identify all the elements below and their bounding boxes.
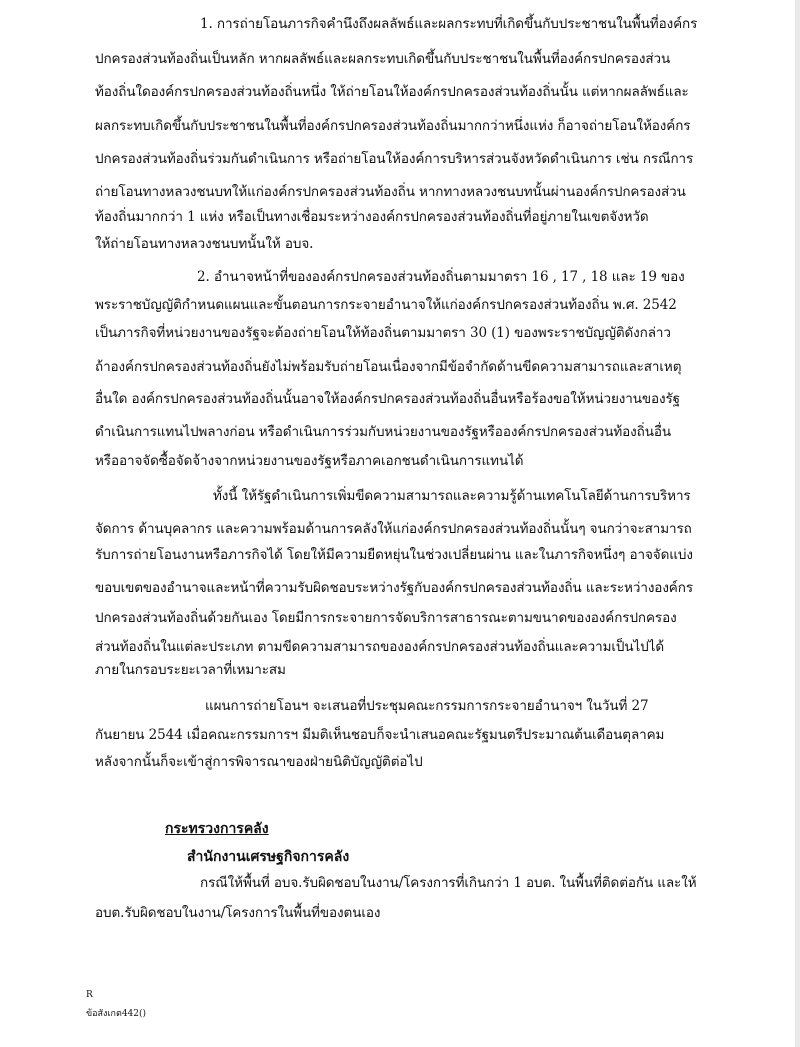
section3-line-1: ทั้งนี้ ให้รัฐดำเนินการเพิ่มขีดความสามารถและความรู้ด้านเทคโนโลยีด้านการบริหาร: [213, 488, 691, 504]
section2-line-1: 2. อำนาจหน้าที่ขององค์กรปกครองส่วนท้องถิ่นตามมาตรา 16 , 17 , 18 และ 19 ของ: [197, 269, 685, 285]
section4-line-3: หลังจากนั้นก็จะเข้าสู่การพิจารณาของฝ่ายนิติบัญญัติต่อไป: [95, 754, 423, 770]
section1-line-4: ผลกระทบเกิดขึ้นกับประชาชนในพื้นที่องค์กรปกครองส่วนท้องถิ่นมากกว่าหนึ่งแห่ง ก็อาจถ่ายโอนให้องค์กร: [95, 118, 691, 134]
footer-mark: R: [86, 990, 93, 1000]
section1-line-2: ปกครองส่วนท้องถิ่นเป็นหลัก หากผลลัพธ์และผลกระทบเกิดขึ้นกับประชาชนในพื้นที่องค์กรปกครองส่วน: [95, 51, 671, 67]
section3-line-2: จัดการ ด้านบุคลากร และความพร้อมด้านการคลังให้แก่องค์กรปกครองส่วนท้องถิ่นนั้นๆ จนกว่าจะสามารถ: [95, 521, 692, 537]
section2-line-3: เป็นภารกิจที่หน่วยงานของรัฐจะต้องถ่ายโอนให้ท้องถิ่นตามมาตรา 30 (1) ของพระราชบัญญัติดังกล่าว: [95, 325, 671, 341]
section1-line-6: ถ่ายโอนทางหลวงชนบทให้แก่องค์กรปกครองส่วนท้องถิ่น หากทางหลวงชนบทนั้นผ่านองค์กรปกครองส่วน: [95, 184, 686, 200]
footer-reference: ข้อสังเกต442(): [86, 1009, 147, 1019]
section4-line-2: กันยายน 2544 เมื่อคณะกรรมการฯ มีมติเห็นชอบก็จะนำเสนอคณะรัฐมนตรีประมาณต้นเดือนตุลาคม: [95, 727, 665, 743]
section3-line-4: ขอบเขตของอำนาจและหน้าที่ความรับผิดชอบระหว่างรัฐกับองค์กรปกครองส่วนท้องถิ่น และระหว่างองค์กร: [95, 580, 693, 596]
section3-line-5: ปกครองส่วนท้องถิ่นด้วยกันเอง โดยมีการกระจายการจัดบริการสาธารณะตามขนาดขององค์กรปกครอง: [95, 610, 677, 626]
office-title: สำนักงานเศรษฐกิจการคลัง: [187, 849, 350, 865]
section3-line-7: ภายในกรอบระยะเวลาที่เหมาะสม: [95, 662, 286, 678]
section3-line-3: รับการถ่ายโอนงานหรือภารกิจได้ โดยให้มีความยืดหยุ่นในช่วงเปลี่ยนผ่าน และในภารกิจหนึ่งๆ อาจจัดแบ่ง: [95, 547, 693, 563]
scan-edge: [795, 0, 800, 1047]
section2-line-4: ถ้าองค์กรปกครองส่วนท้องถิ่นยังไม่พร้อมรับถ่ายโอนเนื่องจากมีข้อจำกัดด้านขีดความสามารถและสาเหตุ: [95, 359, 682, 375]
section4-line-1: แผนการถ่ายโอนฯ จะเสนอที่ประชุมคณะกรรมการกระจายอำนาจฯ ในวันที่ 27: [205, 698, 649, 714]
section1-line-8: ให้ถ่ายโอนทางหลวงชนบทนั้นให้ อบจ.: [95, 236, 314, 252]
section3-line-6: ส่วนท้องถิ่นในแต่ละประเภท ตามขีดความสามารถขององค์กรปกครองส่วนท้องถิ่นและความเป็นไปได้: [95, 639, 664, 655]
section2-line-7: หรืออาจจัดซื้อจัดจ้างจากหน่วยงานของรัฐหรือภาคเอกชนดำเนินการแทนได้: [95, 453, 524, 469]
section2-line-5: อื่นใด องค์กรปกครองส่วนท้องถิ่นนั้นอาจให้องค์กรปกครองส่วนท้องถิ่นอื่นหรือร้องขอให้หน่วยงานของรัฐ: [95, 391, 681, 407]
section2-line-2: พระราชบัญญัติกำหนดแผนและขั้นตอนการกระจายอำนาจให้แก่องค์กรปกครองส่วนท้องถิ่น พ.ศ. 2542: [95, 297, 677, 313]
section1-line-5: ปกครองส่วนท้องถิ่นร่วมกันดำเนินการ หรือถ่ายโอนให้องค์การบริหารส่วนจังหวัดดำเนินการ เช่น กรณีการ: [95, 151, 694, 167]
section2-line-6: ดำเนินการแทนไปพลางก่อน หรือดำเนินการร่วมกับหน่วยงานของรัฐหรือองค์กรปกครองส่วนท้องถิ่นอื่น: [95, 424, 671, 440]
section1-line-1: 1. การถ่ายโอนภารกิจคำนึงถึงผลลัพธ์และผลกระทบที่เกิดขึ้นกับประชาชนในพื้นที่องค์กร: [200, 16, 698, 32]
ministry-line-1: กรณีให้พื้นที่ อบจ.รับผิดชอบในงาน/โครงการที่เกินกว่า 1 อบต. ในพื้นที่ติดต่อกัน และให้: [200, 875, 697, 891]
ministry-line-2: อบต.รับผิดชอบในงาน/โครงการในพื้นที่ของตนเอง: [95, 905, 381, 921]
section1-line-7: ท้องถิ่นมากกว่า 1 แห่ง หรือเป็นทางเชื่อมระหว่างองค์กรปกครองส่วนท้องถิ่นที่อยู่ภายในเขตจังหวัด: [95, 209, 649, 225]
ministry-title: กระทรวงการคลัง: [165, 821, 269, 837]
section1-line-3: ท้องถิ่นใดองค์กรปกครองส่วนท้องถิ่นหนึ่ง ให้ถ่ายโอนให้องค์กรปกครองส่วนท้องถิ่นนั้น แต่หากผลลัพธ์และ: [95, 84, 689, 100]
